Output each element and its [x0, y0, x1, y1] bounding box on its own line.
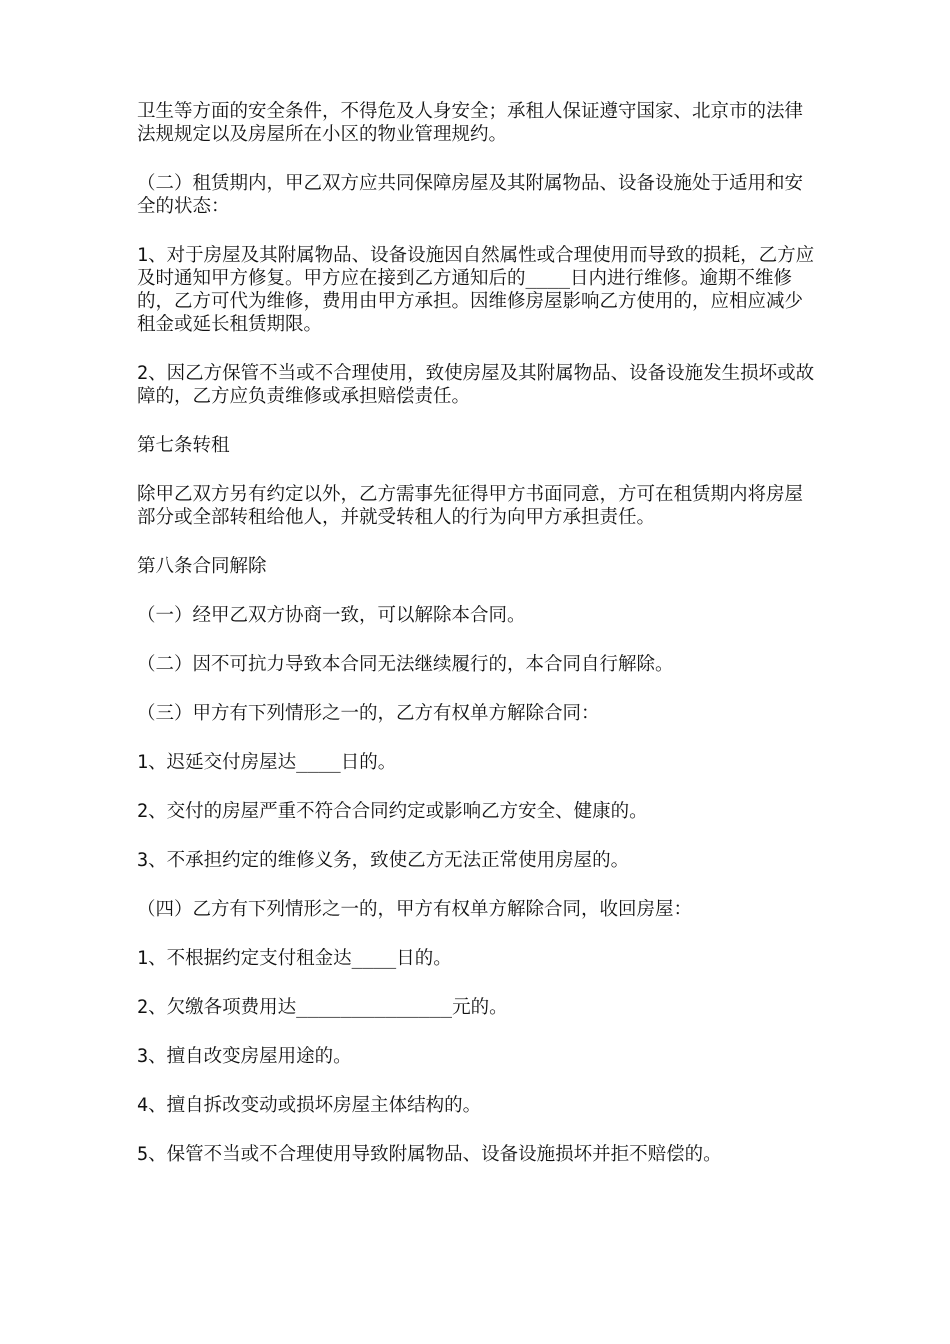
paragraph-safety-conditions: 卫生等方面的安全条件，不得危及人身安全；承租人保证遵守国家、北京市的法律法规规定以及房屋所在小区的物业管理规约。	[137, 101, 804, 145]
paragraph-termination-1: （一）经甲乙双方协商一致，可以解除本合同。	[137, 605, 526, 626]
list-item-tenant-right-1: 1、迟延交付房屋达____日的。	[137, 752, 397, 773]
paragraph-repair-item-1: 1、对于房屋及其附属物品、设备设施因自然属性或合理使用而导致的损耗，乙方应及时通知甲方修复。甲方应在接到乙方通知后的____日内进行维修。逾期不维修的，乙方可代为维修，费用由甲方承担。因维修房屋影响乙方使用的，应相应减少租金或延长租赁期限。	[137, 245, 815, 335]
list-item-tenant-right-3: 3、不承担约定的维修义务，致使乙方无法正常使用房屋的。	[137, 850, 630, 871]
heading-article-7: 第七条转租	[137, 435, 230, 456]
paragraph-termination-2: （二）因不可抗力导致本合同无法继续履行的，本合同自行解除。	[137, 654, 674, 675]
paragraph-sublease: 除甲乙双方另有约定以外，乙方需事先征得甲方书面同意，方可在租赁期内将房屋部分或全部转租给他人，并就受转租人的行为向甲方承担责任。	[137, 484, 804, 528]
paragraph-termination-3: （三）甲方有下列情形之一的，乙方有权单方解除合同：	[137, 703, 600, 724]
paragraph-clause-2: （二）租赁期内，甲乙双方应共同保障房屋及其附属物品、设备设施处于适用和安全的状态：	[137, 173, 804, 217]
list-item-landlord-right-3: 3、擅自改变房屋用途的。	[137, 1046, 352, 1067]
paragraph-repair-item-2: 2、因乙方保管不当或不合理使用，致使房屋及其附属物品、设备设施发生损坏或故障的，乙方应负责维修或承担赔偿责任。	[137, 363, 815, 407]
list-item-landlord-right-4: 4、擅自拆改变动或损坏房屋主体结构的。	[137, 1095, 482, 1116]
list-item-landlord-right-1: 1、不根据约定支付租金达____日的。	[137, 948, 452, 969]
document-body	[137, 100, 817, 1192]
list-item-landlord-right-2: 2、欠缴各项费用达______________元的。	[137, 997, 508, 1018]
paragraph-termination-4: （四）乙方有下列情形之一的，甲方有权单方解除合同，收回房屋：	[137, 899, 693, 920]
list-item-landlord-right-5: 5、保管不当或不合理使用导致附属物品、设备设施损坏并拒不赔偿的。	[137, 1144, 722, 1165]
list-item-tenant-right-2: 2、交付的房屋严重不符合合同约定或影响乙方安全、健康的。	[137, 801, 648, 822]
heading-article-8: 第八条合同解除	[137, 556, 267, 577]
